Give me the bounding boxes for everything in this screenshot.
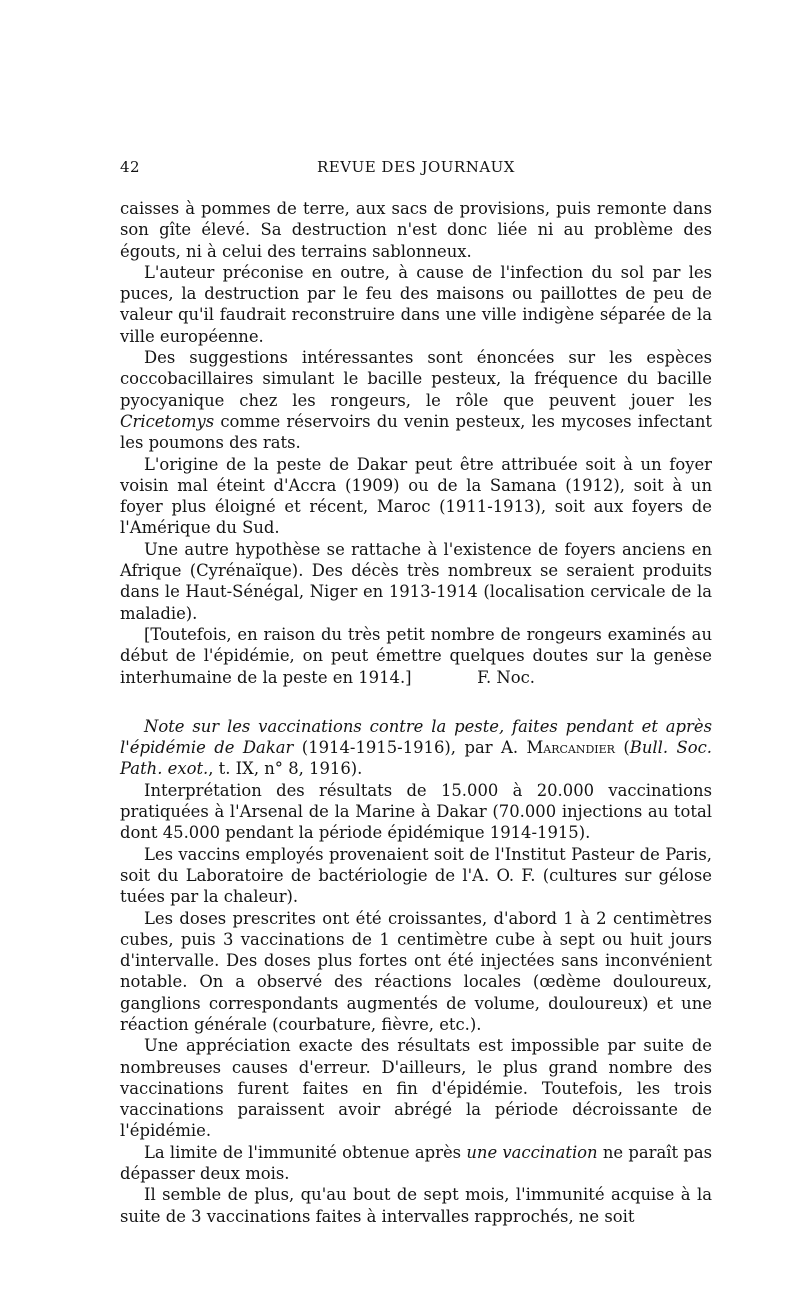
page-number: 42 bbox=[120, 158, 141, 176]
paragraph: Il semble de plus, qu'au bout de sept mois, l'immunité acquise à la suite de 3 vaccinations faites à intervalles rapprochés, ne soit bbox=[120, 1185, 712, 1226]
paragraph bbox=[120, 624, 712, 688]
paragraph: L'auteur préconise en outre, à cause de l'infection du sol par les puces, la destruction par le feu des maisons ou paillottes de peu de valeur qu'il faudrait reconstruire dans une ville indigène séparée de la ville européenne. bbox=[120, 262, 712, 346]
paragraph: Les vaccins employés provenaient soit de l'Institut Pasteur de Paris, soit du Laboratoire de bactériologie de l'A. O. F. (cultures sur gélose tuées par la chaleur). bbox=[120, 844, 712, 907]
page-body bbox=[120, 198, 712, 1227]
paragraph bbox=[120, 347, 712, 453]
paragraph-text: Des suggestions intéressantes sont énoncées sur les espèces coccobacillaires simulant le bacille pesteux, la fréquence du bacille pyocyanique chez les rongeurs, le rôle que peuvent jouer les bbox=[120, 348, 712, 410]
paragraph: caisses à pommes de terre, aux sacs de provisions, puis remonte dans son gîte élevé. Sa destruction n'est donc liée ni au problème des égouts, ni à celui des terrains sablonneux. bbox=[120, 199, 712, 261]
source-name: Bull. Soc. Path. exot. bbox=[120, 738, 712, 779]
paragraph: Les doses prescrites ont été croissantes, d'abord 1 à 2 centimètres cubes, puis 3 vaccinations de 1 centimètre cube à sept ou huit jours d'intervalle. Des doses plus fortes ont été injectées sans inconvénient notable. On a observé des réactions locales (œdème douloureux, ganglions correspondants augmentés de volume, douloureux) et une réaction générale (courbature, fièvre, etc.). bbox=[120, 908, 712, 1034]
source-open: ( bbox=[614, 738, 630, 758]
article-title bbox=[120, 716, 712, 780]
paragraph: Une appréciation exacte des résultats est impossible par suite de nombreuses causes d'erreur. D'ailleurs, le plus grand nombre des vaccinations furent faites en fin d'épidémie. Toutefois, les trois vaccinations paraissent avoir abrégé la période décroissante de l'épidémie. bbox=[120, 1036, 712, 1141]
paragraph bbox=[120, 1142, 712, 1185]
paragraph: L'origine de la peste de Dakar peut être attribuée soit à un foyer voisin mal éteint d'Accra (1909) ou de la Samana (1912), soit à un foyer plus éloigné et récent, Maroc (1911-1913), soit aux foyers de l'Amérique du Sud. bbox=[120, 454, 712, 538]
species-name: Cricetomys bbox=[120, 411, 215, 431]
paragraph-text: [Toutefois, en raison du très petit nombre de rongeurs examinés au début de l'épidémie, on peut émettre quelques doutes sur la genèse interhumaine de la peste en 1914.] bbox=[120, 624, 712, 687]
author-name: Marcandier bbox=[526, 738, 615, 758]
source-details: , t. IX, n° 8, 1916). bbox=[208, 759, 363, 779]
page-header bbox=[120, 158, 712, 182]
running-head: REVUE DES JOURNAUX bbox=[317, 158, 515, 176]
title-text: Note sur les vaccinations contre la peste, faites pendant et après l'épidémie de Dakar bbox=[120, 716, 712, 758]
paragraph-text: comme réservoirs du venin pesteux, les mycoses infectant les poumons des rats. bbox=[120, 411, 712, 453]
paragraph-text: La limite de l'immunité obtenue après bbox=[144, 1142, 462, 1162]
signature: F. Noc. bbox=[477, 667, 535, 687]
paragraph: Une autre hypothèse se rattache à l'existence de foyers anciens en Afrique (Cyrénaïque). Des décès très nombreux se seraient produits dans le Haut-Sénégal, Niger en 1913-1914 (localisation cervicale de la maladie). bbox=[120, 539, 712, 623]
article-separator bbox=[120, 688, 712, 716]
emphasis: une vaccination bbox=[466, 1142, 598, 1162]
paragraph: Interprétation des résultats de 15.000 à 20.000 vaccinations pratiquées à l'Arsenal de la Marine à Dakar (70.000 injections au total dont 45.000 pendant la période épidémique 1914-1915). bbox=[120, 780, 712, 843]
paragraph-text: ne paraît pas dépasser deux mois. bbox=[120, 1142, 712, 1184]
title-dates: (1914-1915-1916), par A. bbox=[293, 738, 527, 758]
